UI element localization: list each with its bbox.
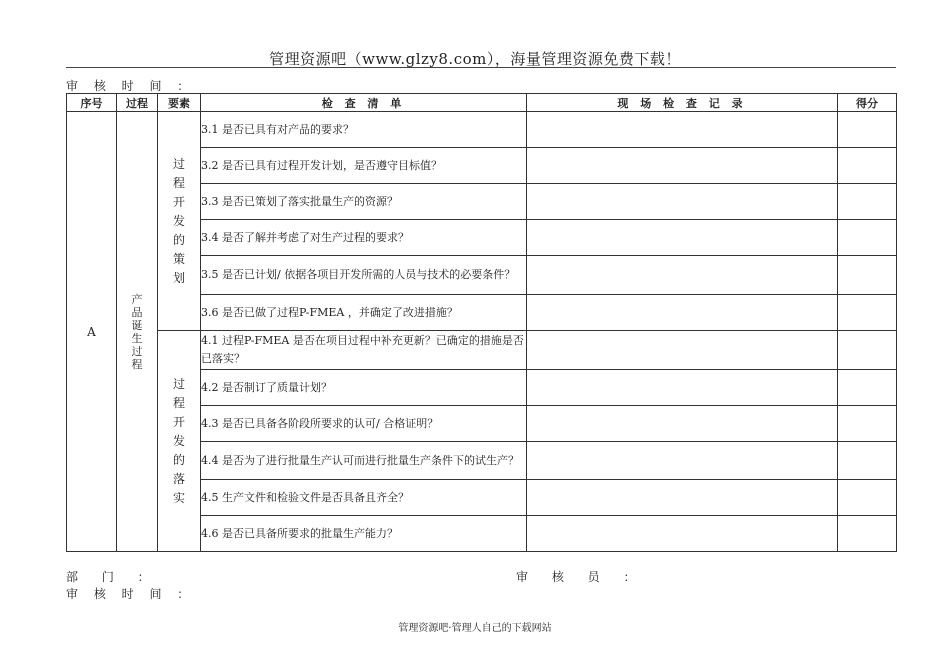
record-cell[interactable] [527,148,838,184]
audit-time-label-bottom: 审 核 时 间 ： [66,587,196,601]
site-footer-text: 管理资源吧·管理人自己的下载网站 [398,623,552,634]
score-cell[interactable] [838,295,897,331]
record-cell[interactable] [527,480,838,516]
table-header-row [67,94,897,112]
score-cell[interactable] [838,516,897,552]
record-cell[interactable] [527,406,838,442]
element-cell-planning [158,112,201,331]
score-cell[interactable] [838,370,897,406]
audit-time-label-top: 审 核 时 间 ： [66,79,196,93]
record-cell[interactable] [527,442,838,480]
process-label: 产品诞生过程 [131,292,143,371]
record-cell[interactable] [527,184,838,220]
table-row [67,112,897,148]
score-cell[interactable] [838,112,897,148]
checklist-item: 4.6 是否已具备所要求的批量生产能力？ [201,516,527,552]
col-header-element: 要素 [158,94,201,112]
header-divider [66,67,896,68]
checklist-item: 3.5 是否已计划/ 依据各项目开发所需的人员与技术的必要条件？ [201,256,527,295]
col-header-record: 现 场 检 查 记 录 [527,94,838,112]
auditor-label: 审 核 员 ： [516,570,646,584]
table-row [67,331,897,370]
score-cell[interactable] [838,184,897,220]
record-cell[interactable] [527,516,838,552]
score-cell[interactable] [838,256,897,295]
record-cell[interactable] [527,331,838,370]
col-header-process: 过程 [117,94,158,112]
record-cell[interactable] [527,256,838,295]
score-cell[interactable] [838,480,897,516]
col-header-checklist: 检 查 清 单 [201,94,527,112]
element-cell-implementation [158,331,201,552]
score-cell[interactable] [838,406,897,442]
record-cell[interactable] [527,112,838,148]
department-label: 部 门 ： [66,570,160,584]
col-header-seq: 序号 [67,94,117,112]
checklist-item: 4.5 生产文件和检验文件是否具备且齐全？ [201,480,527,516]
checklist-item: 3.1 是否已具有对产品的要求？ [201,112,527,148]
checklist-item: 4.2 是否制订了质量计划？ [201,370,527,406]
page-header-title: 管理资源吧（www.glzy8.com），海量管理资源免费下载！ [269,50,681,68]
checklist-item: 4.1 过程P-FMEA 是否在项目过程中补充更新？已确定的措施是否已落实？ [201,331,527,370]
score-cell[interactable] [838,442,897,480]
audit-checklist-table [66,93,897,552]
checklist-item: 3.3 是否已策划了落实批量生产的资源？ [201,184,527,220]
checklist-item: 4.4 是否为了进行批量生产认可而进行批量生产条件下的试生产？ [201,442,527,480]
checklist-item: 3.4 是否了解并考虑了对生产过程的要求？ [201,220,527,256]
score-cell[interactable] [838,148,897,184]
element-label: 过程开发的落实 [172,376,185,505]
col-header-score: 得分 [838,94,897,112]
process-cell [117,112,158,552]
checklist-item: 3.2 是否已具有过程开发计划，是否遵守目标值？ [201,148,527,184]
element-label: 过程开发的策划 [172,156,185,285]
checklist-item: 4.3 是否已具备各阶段所要求的认可/ 合格证明？ [201,406,527,442]
score-cell[interactable] [838,331,897,370]
score-cell[interactable] [838,220,897,256]
record-cell[interactable] [527,370,838,406]
record-cell[interactable] [527,220,838,256]
checklist-item: 3.6 是否已做了过程P-FMEA ，并确定了改进措施？ [201,295,527,331]
record-cell[interactable] [527,295,838,331]
seq-cell: A [67,112,117,552]
